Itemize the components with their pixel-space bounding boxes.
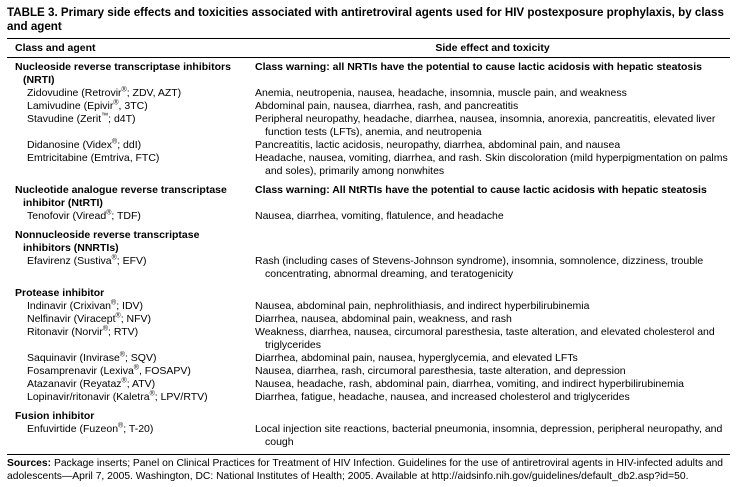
agent-row-stavudine — [7, 113, 730, 139]
agent-row-enfuvirtide — [7, 423, 730, 449]
agent-name: Stavudine (Zerit™; d4T) — [27, 112, 136, 125]
agent-row-nelfinavir — [7, 313, 730, 326]
agent-row-lopinavir-ritonavir — [7, 391, 730, 404]
agent-row-atazanavir — [7, 378, 730, 391]
agent-name: Saquinavir (Invirase®; SQV) — [27, 351, 157, 364]
agent-name: Zidovudine (Retrovir®; ZDV, AZT) — [27, 86, 182, 99]
agent-effects: Peripheral neuropathy, headache, diarrhea, nausea, insomnia, anorexia, pancreatitis, elevated liver function tests (LFTs), anemia, and neutropenia — [255, 113, 716, 138]
class-name: Nucleotide analogue reverse transcriptase inhibitor (NtRTI) — [15, 184, 227, 209]
agent-name: Indinavir (Crixivan®; IDV) — [27, 299, 144, 312]
class-warning — [255, 410, 730, 423]
agent-effects: Nausea, abdominal pain, nephrolithiasis, and indirect hyperbilirubinemia — [255, 300, 590, 312]
agent-row-tenofovir — [7, 210, 730, 223]
sources-note — [7, 454, 730, 483]
sources-label: Sources: — [7, 458, 52, 469]
agent-name: Emtricitabine (Emtriva, FTC) — [27, 152, 160, 164]
agent-effects: Local injection site reactions, bacterial pneumonia, insomnia, depression, peripheral neuropathy, and cough — [255, 423, 723, 448]
class-name: Protease inhibitor — [15, 287, 105, 299]
agent-effects: Diarrhea, fatigue, headache, nausea, and increased cholesterol and triglycerides — [255, 391, 630, 403]
class-warning — [255, 287, 730, 300]
agent-row-efavirenz — [7, 255, 730, 281]
agent-row-saquinavir — [7, 352, 730, 365]
agent-effects: Anemia, neutropenia, nausea, headache, insomnia, muscle pain, and weakness — [255, 87, 627, 99]
class-row-nrti — [7, 61, 730, 87]
column-header-side-effect: Side effect and toxicity — [435, 42, 550, 54]
agent-effects: Pancreatitis, lactic acidosis, neuropathy, diarrhea, abdominal pain, and nausea — [255, 139, 621, 151]
agent-row-zidovudine — [7, 87, 730, 100]
class-warning — [255, 229, 730, 255]
agent-name: Nelfinavir (Viracept®; NFV) — [27, 312, 152, 325]
sources-text: Package inserts; Panel on Clinical Practices for Treatment of HIV Infection. Guidelines for the use of antiretroviral agents in HIV-infected adults and adolescents—April 7, 2005. Washington, DC: National Institutes of Health; 2005. Available at http://aidsinfo.nih.gov/guidelines/default_db2.asp?id=50. — [7, 458, 724, 482]
agent-name: Lamivudine (Epivir®, 3TC) — [27, 99, 148, 112]
agent-effects: Nausea, headache, rash, abdominal pain, diarrhea, vomiting, and indirect hyperbilirubinemia — [255, 378, 685, 390]
agent-effects: Nausea, diarrhea, vomiting, flatulence, and headache — [255, 210, 504, 222]
agent-name: Atazanavir (Reyataz®; ATV) — [27, 377, 156, 390]
column-header-class-and-agent: Class and agent — [15, 42, 96, 54]
agent-effects: Rash (including cases of Stevens-Johnson syndrome), insomnia, somnolence, dizziness, trouble concentrating, abnormal dreaming, and teratogenicity — [255, 255, 704, 280]
class-warning: Class warning: all NRTIs have the potential to cause lactic acidosis with hepatic steatosis — [255, 61, 702, 73]
agent-name: Tenofovir (Viread®; TDF) — [27, 209, 141, 222]
class-row-fusion — [7, 410, 730, 423]
agent-row-lamivudine — [7, 100, 730, 113]
agent-name: Efavirenz (Sustiva®; EFV) — [27, 254, 147, 267]
agent-name: Ritonavir (Norvir®; RTV) — [27, 325, 139, 338]
agent-effects: Abdominal pain, nausea, diarrhea, rash, and pancreatitis — [255, 100, 519, 112]
class-name: Nonnucleoside reverse transcriptase inhibitors (NNRTIs) — [15, 229, 200, 254]
table-body — [7, 58, 730, 449]
agent-row-ritonavir — [7, 326, 730, 352]
agent-effects: Weakness, diarrhea, nausea, circumoral paresthesia, taste alteration, and elevated cholesterol and triglycerides — [255, 326, 715, 351]
agent-effects: Diarrhea, abdominal pain, nausea, hyperglycemia, and elevated LFTs — [255, 352, 578, 364]
class-row-nnrti — [7, 229, 730, 255]
agent-name: Lopinavir/ritonavir (Kaletra®; LPV/RTV) — [27, 390, 208, 403]
class-row-protease — [7, 287, 730, 300]
agent-effects: Headache, nausea, vomiting, diarrhea, and rash. Skin discoloration (mild hyperpigmentation on palms and soles), primarily among nonwhites — [255, 152, 728, 177]
agent-name: Enfuvirtide (Fuzeon®; T-20) — [27, 422, 154, 435]
agent-name: Fosamprenavir (Lexiva®, FOSAPV) — [27, 364, 191, 377]
class-row-ntrti — [7, 184, 730, 210]
agent-row-emtricitabine — [7, 152, 730, 178]
column-header-row — [7, 38, 730, 58]
agent-effects: Nausea, diarrhea, rash, circumoral paresthesia, taste alteration, and depression — [255, 365, 626, 377]
agent-effects: Diarrhea, nausea, abdominal pain, weakness, and rash — [255, 313, 512, 325]
agent-row-indinavir — [7, 300, 730, 313]
table-title: TABLE 3. Primary side effects and toxicities associated with antiretroviral agents used for HIV postexposure prophylaxis, by class and agent — [7, 6, 724, 33]
class-name: Fusion inhibitor — [15, 410, 95, 422]
agent-row-didanosine — [7, 139, 730, 152]
class-name: Nucleoside reverse transcriptase inhibitors (NRTI) — [15, 61, 231, 86]
agent-name: Didanosine (Videx®; ddI) — [27, 138, 142, 151]
class-warning: Class warning: All NtRTIs have the potential to cause lactic acidosis with hepatic steatosis — [255, 184, 707, 196]
agent-row-fosamprenavir — [7, 365, 730, 378]
